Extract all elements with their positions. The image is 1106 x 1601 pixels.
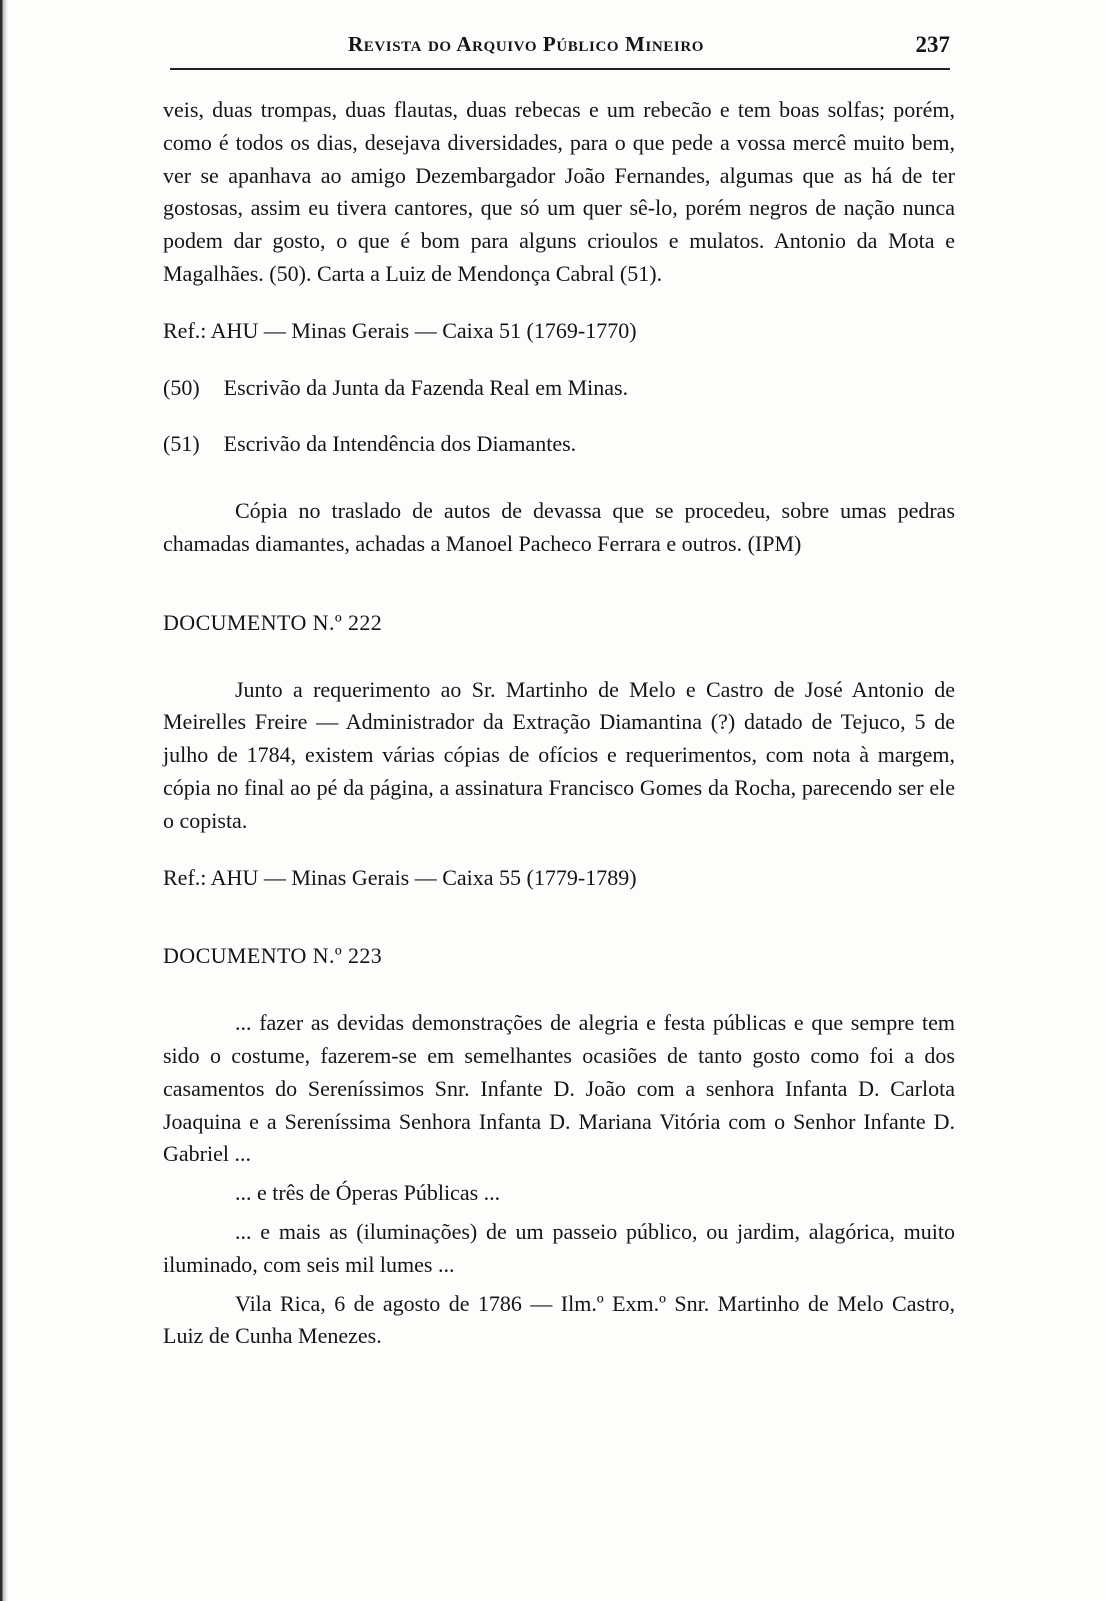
document-223-signature: Vila Rica, 6 de agosto de 1786 — Ilm.º Exm.º Snr. Martinho de Melo Castro, Luiz de Cunha Menezes. bbox=[163, 1290, 955, 1349]
journal-title: Revista do Arquivo Público Mineiro bbox=[348, 32, 705, 56]
footnote-number: (51) bbox=[163, 431, 200, 457]
footnote-text: Escrivão da Junta da Fazenda Real em Minas. bbox=[223, 374, 629, 400]
document-223-heading: DOCUMENTO N.º 223 bbox=[163, 943, 383, 969]
document-223-paragraph: ... e três de Óperas Públicas ... bbox=[235, 1180, 501, 1206]
document-223-paragraph: ... e mais as (iluminações) de um passeio público, ou jardim, alagórica, muito iluminado, com seis mil lumes ... bbox=[163, 1218, 955, 1277]
footnote-50 bbox=[163, 372, 955, 405]
page-number: 237 bbox=[915, 32, 950, 57]
body-text bbox=[163, 94, 955, 1353]
scan-edge-artifact bbox=[0, 0, 8, 1601]
copy-paragraph: Cópia no traslado de autos de devassa que se procedeu, sobre umas pedras chamadas diamantes, achadas a Manoel Pacheco Ferrara e outros. (IPM) bbox=[163, 498, 955, 556]
document-223-paragraph: ... fazer as devidas demonstrações de alegria e festa públicas e que sempre tem sido o costume, fazerem-se em semelhantes ocasiões de tanto gosto como foi a dos casamentos do Sereníssimos Snr. Infante D. João com a senhora Infanta D. Carlota Joaquina e a Sereníssima Senhora Infanta D. Mariana Vitória com o Senhor Infante D. Gabriel ... bbox=[163, 1010, 955, 1167]
continued-paragraph: veis, duas trompas, duas flautas, duas rebecas e um rebecão e tem boas solfas; porém, como é todos os dias, desejava diversidades, para o que pede a vossa mercê muito bem, ver se apanhava ao amigo Dezembargador João Fernandes, algumas que as há de ter gostosas, assim eu tivera cantores, que só um quer sê-lo, porém negros de nação nunca podem dar gosto, o que é bom para alguns crioulos e mulatos. Antonio da Mota e Magalhães. (50). Carta a Luiz de Mendonça Cabral (51). bbox=[163, 97, 955, 286]
running-head bbox=[150, 30, 956, 70]
header-rule bbox=[170, 68, 950, 70]
footnote-number: (50) bbox=[163, 374, 200, 400]
footnote-51 bbox=[163, 428, 955, 461]
document-222-paragraph: Junto a requerimento ao Sr. Martinho de Melo e Castro de José Antonio de Meirelles Freire — Administrador da Extração Diamantina (?) datado de Tejuco, 5 de julho de 1784, existem várias cópias de ofícios e requerimentos, com nota à margem, cópia no final ao pé da página, a assinatura Francisco Gomes da Rocha, parecendo ser ele o copista. bbox=[163, 676, 955, 833]
footnote-text: Escrivão da Intendência dos Diamantes. bbox=[223, 431, 577, 457]
reference-line: Ref.: AHU — Minas Gerais — Caixa 51 (1769-1770) bbox=[163, 317, 637, 343]
reference-line: Ref.: AHU — Minas Gerais — Caixa 55 (1779-1789) bbox=[163, 864, 637, 890]
document-222-heading: DOCUMENTO N.º 222 bbox=[163, 609, 383, 635]
